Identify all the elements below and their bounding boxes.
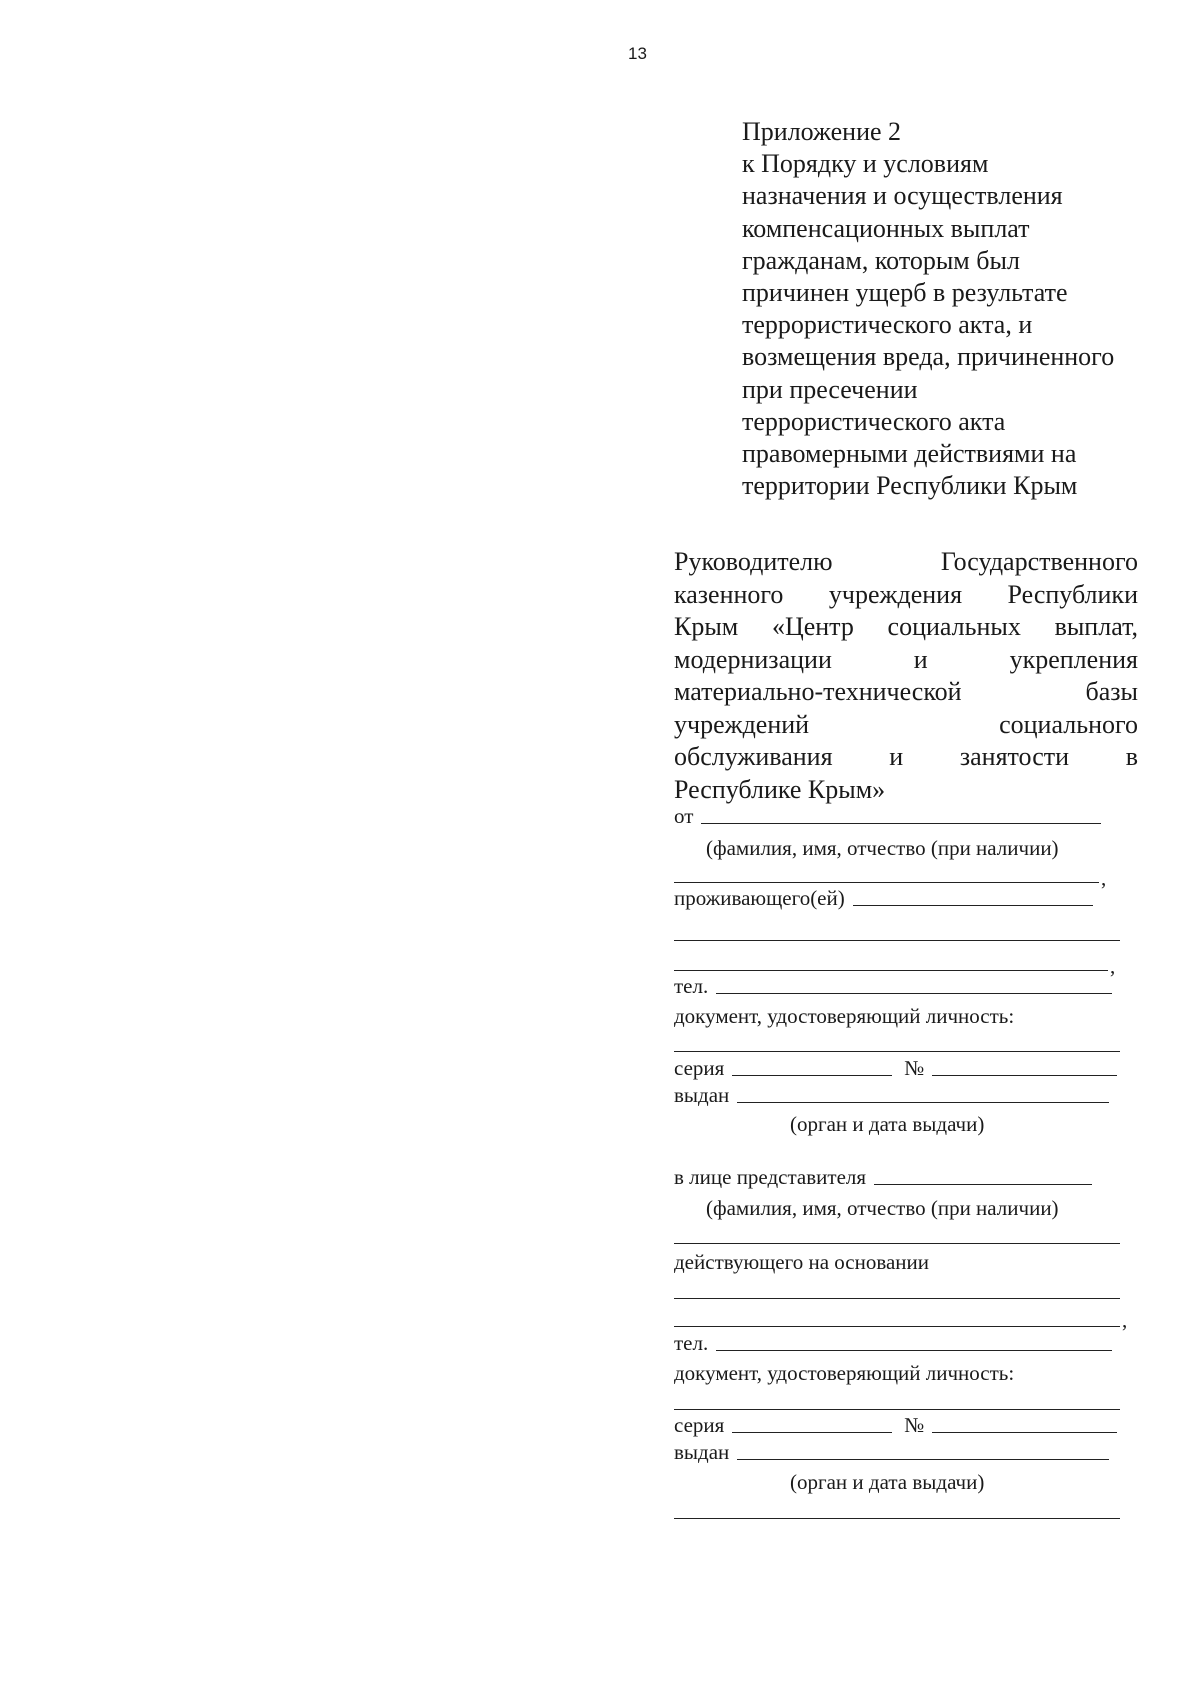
appendix-line: гражданам, которым был	[742, 245, 1020, 275]
number-field[interactable]	[932, 1075, 1117, 1076]
addressee-word: занятости	[959, 742, 1070, 771]
appendix-line: причинен ущерб в результате	[742, 278, 1068, 308]
appendix-line: территории Республики Крым	[742, 471, 1078, 501]
addressee-line	[674, 644, 1138, 677]
addressee-word: обслуживания	[674, 742, 833, 771]
rep-id-doc-field[interactable]	[674, 1409, 1120, 1410]
comma: ,	[1110, 954, 1116, 978]
living-row	[674, 888, 1093, 909]
appendix-line: правомерными действиями на	[742, 439, 1077, 469]
representative-label: в лице представителя	[674, 1165, 867, 1189]
representative-row	[674, 1167, 1092, 1188]
fio-caption: (фамилия, имя, отчество (при наличии)	[706, 836, 1059, 860]
id-doc-field[interactable]	[674, 1051, 1120, 1052]
issued-field[interactable]	[737, 1102, 1109, 1103]
address-field-line2[interactable]	[674, 940, 1120, 941]
addressee-word: и	[889, 742, 904, 771]
id-doc-label: документ, удостоверяющий личность:	[674, 1004, 1015, 1028]
comma: ,	[1101, 866, 1107, 890]
series-label: серия	[674, 1056, 725, 1080]
rep-series-field[interactable]	[732, 1432, 892, 1433]
rep-number-label: №	[904, 1413, 925, 1437]
addressee-line	[674, 774, 1138, 807]
comma: ,	[1122, 1308, 1128, 1332]
rep-issued-field[interactable]	[737, 1459, 1109, 1460]
addressee-word: казенного	[674, 579, 784, 609]
appendix-line: к Порядку и условиям	[742, 149, 989, 179]
appendix-line: террористического акта	[742, 406, 1006, 436]
addressee-line	[674, 741, 1138, 774]
addressee-word: и	[913, 644, 928, 674]
addressee-line	[674, 709, 1138, 742]
rep-phone-field[interactable]	[716, 1350, 1112, 1351]
series-row	[674, 1058, 1117, 1079]
issued-row	[674, 1085, 1109, 1106]
addressee-word: Крым	[674, 612, 739, 641]
rep-issuer-caption: (орган и дата выдачи)	[790, 1470, 985, 1494]
addressee-word: укрепления	[1009, 644, 1138, 674]
from-label: от	[674, 804, 694, 828]
rep-issued-label: выдан	[674, 1440, 730, 1464]
appendix-line: возмещения вреда, причиненного	[742, 342, 1115, 372]
addressee-word: Республике Крым»	[674, 774, 886, 804]
basis-field[interactable]	[674, 1298, 1120, 1299]
representative-name-field-line2[interactable]	[674, 1243, 1120, 1244]
applicant-name-field-line2[interactable]	[674, 882, 1099, 883]
addressee-word: социального	[999, 709, 1138, 739]
address-field[interactable]	[853, 905, 1093, 906]
rep-id-doc-label: документ, удостоверяющий личность:	[674, 1361, 1015, 1385]
appendix-line: террористического акта, и	[742, 310, 1033, 340]
addressee-word: социальных	[887, 612, 1021, 641]
rep-phone-row	[674, 1333, 1112, 1354]
rep-number-field[interactable]	[932, 1432, 1117, 1433]
page-number: 13	[628, 44, 647, 63]
addressee-line	[674, 546, 1138, 579]
phone-field[interactable]	[716, 993, 1112, 994]
appendix-line: при пресечении	[742, 374, 918, 404]
series-field[interactable]	[732, 1075, 892, 1076]
addressee-word: базы	[1085, 677, 1138, 706]
applicant-name-field[interactable]	[701, 823, 1101, 824]
rep-issued-row	[674, 1442, 1109, 1463]
addressee-word: Руководителю	[674, 547, 833, 576]
address-field-line3[interactable]	[674, 970, 1108, 971]
living-label: проживающего(ей)	[674, 886, 845, 910]
addressee-word: модернизации	[674, 644, 832, 674]
appendix-line: назначения и осуществления	[742, 181, 1063, 211]
phone-label: тел.	[674, 974, 709, 998]
rep-issued-field-line2[interactable]	[674, 1518, 1120, 1519]
phone-row	[674, 976, 1112, 997]
issued-label: выдан	[674, 1083, 730, 1107]
addressee-word: «Центр	[771, 612, 854, 641]
basis-label: действующего на основании	[674, 1250, 930, 1274]
addressee-word: Республики	[1007, 579, 1138, 609]
rep-fio-caption: (фамилия, имя, отчество (при наличии)	[706, 1196, 1059, 1220]
addressee-word: выплат,	[1054, 612, 1138, 641]
addressee-line	[674, 611, 1138, 644]
rep-series-label: серия	[674, 1413, 725, 1437]
representative-name-field[interactable]	[874, 1184, 1092, 1185]
addressee-word: учреждений	[674, 709, 810, 739]
appendix-line: Приложение 2	[742, 117, 902, 146]
addressee-word: материально-технической	[674, 677, 962, 706]
addressee-word: учреждения	[828, 579, 963, 609]
addressee-word: в	[1125, 742, 1138, 771]
basis-field-line2[interactable]	[674, 1326, 1120, 1327]
appendix-header	[742, 116, 1142, 502]
appendix-line: компенсационных выплат	[742, 213, 1030, 243]
from-row	[674, 806, 1101, 827]
rep-phone-label: тел.	[674, 1331, 709, 1355]
addressee-line	[674, 676, 1138, 709]
number-label: №	[904, 1056, 925, 1080]
issuer-caption: (орган и дата выдачи)	[790, 1112, 985, 1136]
addressee-line	[674, 579, 1138, 612]
addressee-block	[674, 546, 1138, 806]
addressee-word: Государственного	[940, 547, 1138, 576]
rep-series-row	[674, 1415, 1117, 1436]
